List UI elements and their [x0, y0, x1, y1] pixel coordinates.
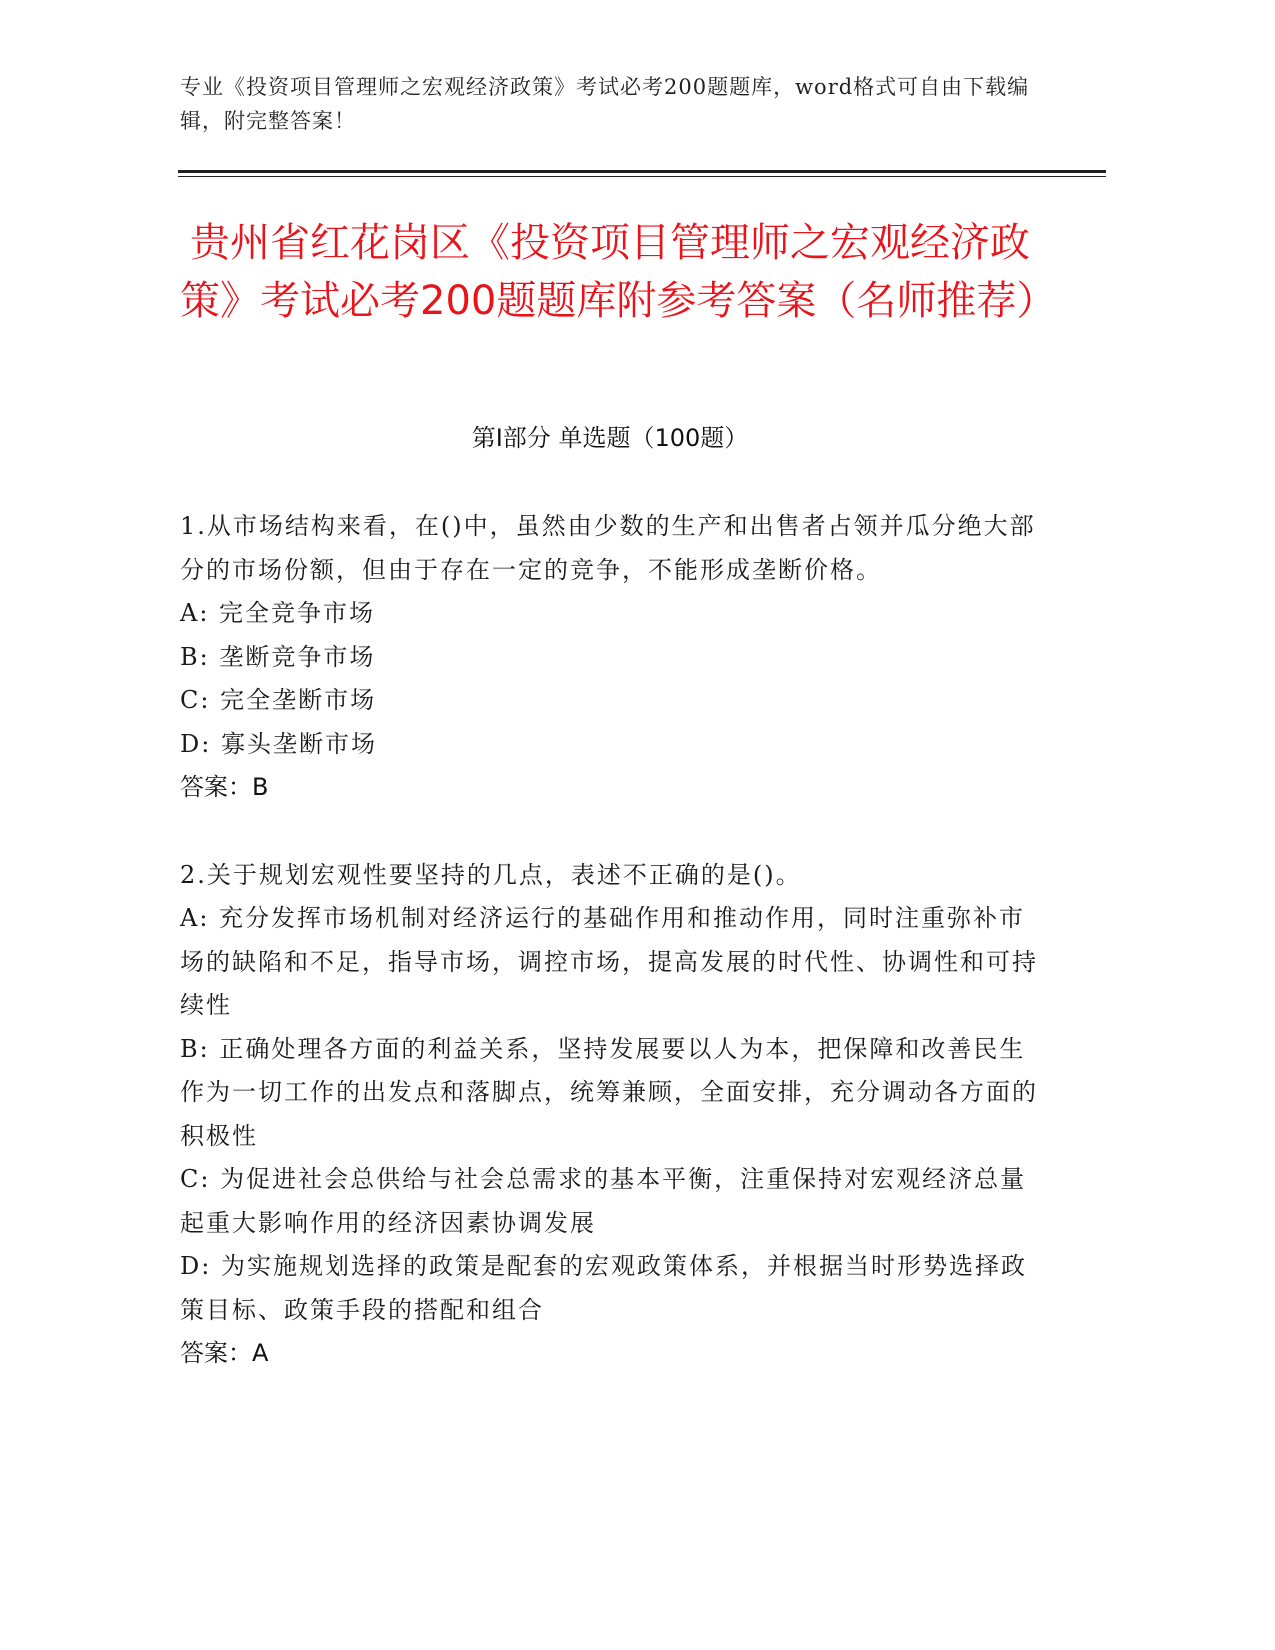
question-2 — [180, 854, 1040, 1376]
option-d: D: 为实施规划选择的政策是配套的宏观政策体系，并根据当时形势选择政策目标、政策手段的搭配和组合 — [180, 1252, 1027, 1324]
question-stem: 1.从市场结构来看，在()中，虽然由少数的生产和出售者占领并瓜分绝大部分的市场份额，但由于存在一定的竞争，不能形成垄断价格。 — [180, 512, 1036, 584]
header-rule-thin — [178, 176, 1106, 177]
option-d: D: 寡头垄断市场 — [180, 729, 377, 758]
document-title: 贵州省红花岗区《投资项目管理师之宏观经济政策》考试必考200题题库附参考答案（名师推荐） — [180, 220, 1057, 324]
answer-line: 答案：B — [180, 773, 269, 801]
question-list — [180, 505, 1040, 1420]
question-stem: 2.关于规划宏观性要坚持的几点，表述不正确的是()。 — [180, 860, 802, 889]
option-c: C: 完全垄断市场 — [180, 686, 377, 714]
header-note: 专业《投资项目管理师之宏观经济政策》考试必考200题题库，word格式可自由下载编辑，附完整答案！ — [180, 75, 1030, 133]
option-a: A: 充分发挥市场机制对经济运行的基础作用和推动作用，同时注重弥补市场的缺陷和不足，指导市场，调控市场，提高发展的时代性、协调性和可持续性 — [180, 904, 1038, 1019]
option-c: C: 为促进社会总供给与社会总需求的基本平衡，注重保持对宏观经济总量起重大影响作用的经济因素协调发展 — [180, 1165, 1027, 1237]
question-1 — [180, 505, 1040, 810]
option-a: A: 完全竞争市场 — [180, 599, 376, 627]
header-rule-thick — [178, 170, 1106, 173]
answer-line: 答案：A — [180, 1339, 269, 1367]
option-b: B: 垄断竞争市场 — [180, 642, 376, 671]
section-title: 第I部分 单选题（100题） — [471, 424, 749, 452]
option-b: B: 正确处理各方面的利益关系，坚持发展要以人为本，把保障和改善民生作为一切工作的出发点和落脚点，统筹兼顾，全面安排，充分调动各方面的积极性 — [180, 1034, 1038, 1150]
